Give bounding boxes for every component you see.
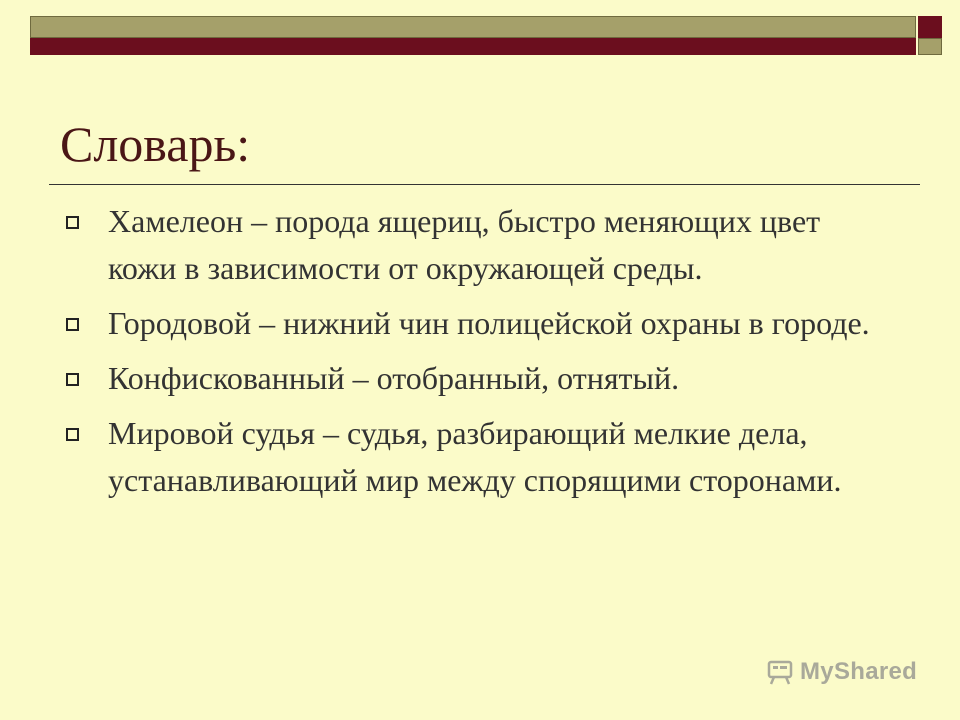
list-item-text: Городовой – нижний чин полицейской охраны в городе. <box>108 305 870 341</box>
slide-title: Словарь: <box>60 116 251 172</box>
list-item <box>60 300 890 347</box>
title-divider <box>49 184 920 185</box>
top-bar-olive <box>30 16 916 38</box>
definition-list <box>60 198 890 512</box>
square-bullet-icon <box>66 428 79 441</box>
presentation-board-icon <box>766 658 794 686</box>
watermark-text: MyShared <box>800 658 918 685</box>
square-bullet-icon <box>66 216 79 229</box>
list-item <box>60 355 890 402</box>
corner-square-olive <box>918 38 942 55</box>
watermark <box>766 658 917 686</box>
list-item <box>60 198 890 292</box>
list-item-text: Конфискованный – отобранный, отнятый. <box>108 360 680 396</box>
list-item-text: Хамелеон – порода ящериц, быстро меняющих цвет кожи в зависимости от окружающей среды. <box>108 203 821 286</box>
square-bullet-icon <box>66 318 79 331</box>
list-item <box>60 410 890 504</box>
corner-square-maroon <box>918 16 942 38</box>
list-item-text: Мировой судья – судья, разбирающий мелкие дела, устанавливающий мир между спорящими сторонами. <box>108 415 842 498</box>
square-bullet-icon <box>66 373 79 386</box>
top-bar-maroon <box>30 38 916 55</box>
